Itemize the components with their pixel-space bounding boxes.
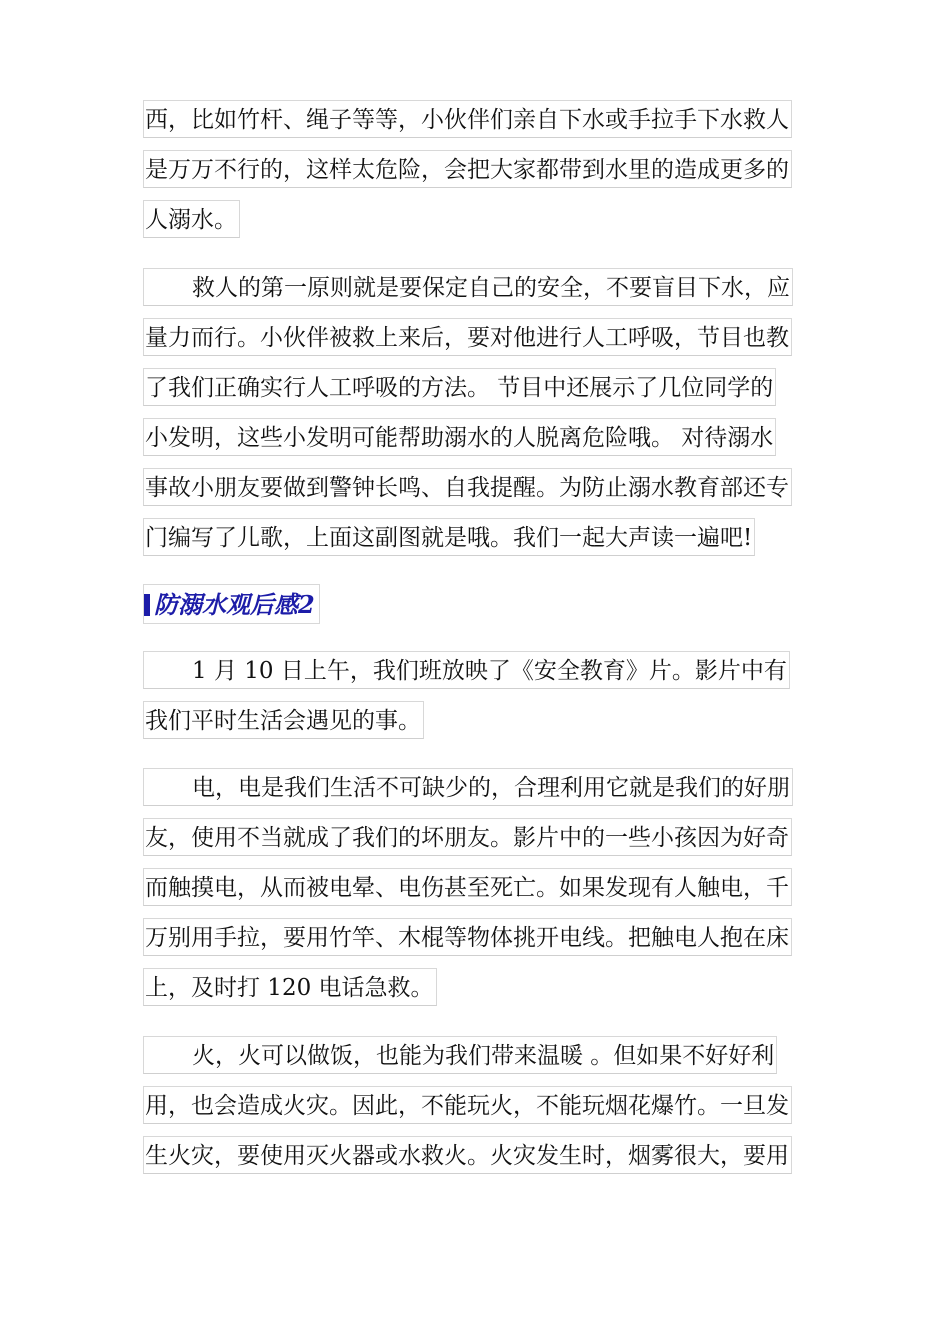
text-line: 万别用手拉，要用竹竿、木棍等物体挑开电线。把触电人抱在床	[143, 918, 792, 956]
text-line: 电，电是我们生活不可缺少的，合理利用它就是我们的好朋	[143, 768, 793, 806]
text-line: 是万万不行的，这样太危险，会把大家都带到水里的造成更多的	[143, 150, 792, 188]
paragraph-2	[143, 268, 823, 568]
paragraph-5	[143, 1036, 823, 1186]
paragraph-4	[143, 768, 823, 1018]
text-line: 用，也会造成火灾。因此，不能玩火，不能玩烟花爆竹。一旦发	[143, 1086, 792, 1124]
text-line: 了我们正确实行人工呼吸的方法。 节目中还展示了几位同学的	[143, 368, 776, 406]
heading-marker	[144, 594, 150, 616]
section-heading-text: 防溺水观后感2	[154, 590, 315, 619]
text-line: 上，及时打 120 电话急救。	[143, 968, 437, 1006]
text-line: 而触摸电，从而被电晕、电伤甚至死亡。如果发现有人触电，千	[143, 868, 792, 906]
section-heading	[143, 584, 320, 624]
paragraph-1	[143, 100, 823, 250]
text-line: 量力而行。小伙伴被救上来后，要对他进行人工呼吸，节目也教	[143, 318, 792, 356]
paragraph-3	[143, 651, 823, 751]
text-line: 我们平时生活会遇见的事。	[143, 701, 424, 739]
text-line: 事故小朋友要做到警钟长鸣、自我提醒。为防止溺水教育部还专	[143, 468, 792, 506]
text-line: 西，比如竹杆、绳子等等，小伙伴们亲自下水或手拉手下水救人	[143, 100, 792, 138]
text-line: 1 月 10 日上午，我们班放映了《安全教育》片。影片中有	[143, 651, 790, 689]
text-line: 火，火可以做饭，也能为我们带来温暖 。但如果不好好利	[143, 1036, 777, 1074]
text-line: 门编写了儿歌，上面这副图就是哦。我们一起大声读一遍吧!	[143, 518, 755, 556]
text-line: 救人的第一原则就是要保定自己的安全，不要盲目下水，应	[143, 268, 793, 306]
text-line: 生火灾，要使用灭火器或水救火。火灾发生时，烟雾很大，要用	[143, 1136, 792, 1174]
text-line: 友，使用不当就成了我们的坏朋友。影片中的一些小孩因为好奇	[143, 818, 792, 856]
text-line: 小发明，这些小发明可能帮助溺水的人脱离危险哦。 对待溺水	[143, 418, 776, 456]
text-line: 人溺水。	[143, 200, 240, 238]
